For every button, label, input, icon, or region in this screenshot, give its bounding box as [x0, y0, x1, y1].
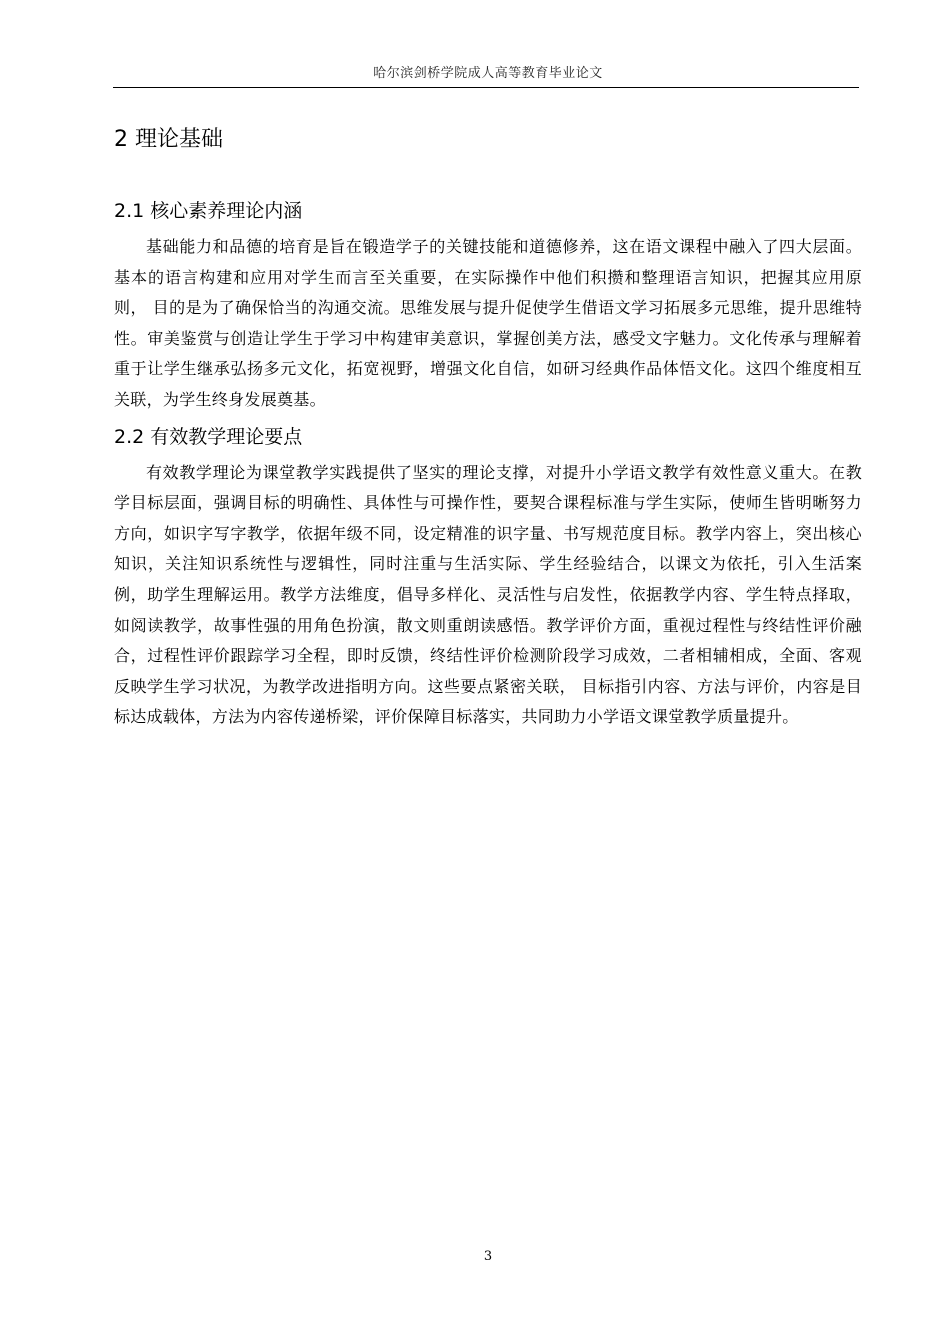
- section-title-2-1: 2.1 核心素养理论内涵: [114, 200, 303, 222]
- chapter-title: 2 理论基础: [114, 127, 223, 152]
- section-paragraph-2-1: 基础能力和品德的培育是旨在锻造学子的关键技能和道德修养，这在语文课程中融入了四大层面。基本的语言构建和应用对学生而言至关重要，在实际操作中他们积攒和整理语言知识，把握其应用原则， 目的是为了确保恰当的沟通交流。思维发展与提升促使学生借语文学习拓展多元思维，提升思维特性。审美鉴赏与创造让学生于学习中构建审美意识，掌握创美方法，感受文字魅力。文化传承与理解着重于让学生继承弘扬多元文化，拓宽视野，增强文化自信，如研习经典作品体悟文化。这四个维度相互关联，为学生终身发展奠基。: [114, 237, 862, 409]
- section-title-2-2: 2.2 有效教学理论要点: [114, 425, 303, 448]
- page-content: [114, 118, 862, 733]
- page-number: 3: [483, 1249, 493, 1264]
- header-divider: [113, 87, 859, 88]
- section-paragraph-2-2: 有效教学理论为课堂教学实践提供了坚实的理论支撑，对提升小学语文教学有效性意义重大。在教学目标层面，强调目标的明确性、具体性与可操作性，要契合课程标准与学生实际，使师生皆明晰努力方向，如识字写字教学，依据年级不同，设定精准的识字量、书写规范度目标。教学内容上，突出核心知识，关注知识系统性与逻辑性，同时注重与生活实际、学生经验结合，以课文为依托，引入生活案例，助学生理解运用。教学方法维度，倡导多样化、灵活性与启发性，依据教学内容、学生特点择取，如阅读教学，故事性强的用角色扮演，散文则重朗读感悟。教学评价方面，重视过程性与终结性评价融合，过程性评价跟踪学习全程，即时反馈，终结性评价检测阶段学习成效，二者相辅相成，全面、客观反映学生学习状况，为教学改进指明方向。这些要点紧密关联， 目标指引内容、方法与评价，内容是目标达成载体，方法为内容传递桥梁，评价保障目标落实，共同助力小学语文课堂教学质量提升。: [114, 462, 862, 727]
- running-header: 哈尔滨剑桥学院成人高等教育毕业论文: [373, 66, 603, 81]
